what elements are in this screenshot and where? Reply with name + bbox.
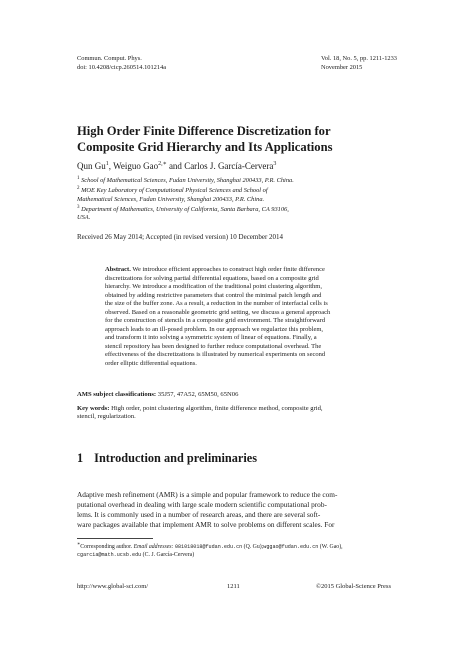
author-name: Qun Gu [77, 161, 106, 171]
affiliation [77, 175, 294, 185]
abstract-line: hierarchy. We introduce a modification of the traditional point clustering algorithm, [105, 283, 322, 290]
author-name: Weiguo Gao [113, 161, 159, 171]
section-title: Introduction and preliminaries [94, 451, 257, 465]
email-link[interactable]: 081018018@fudan.edu.cn [174, 543, 243, 550]
abstract-line: order elliptic differential equations. [105, 359, 197, 367]
ams-label: AMS subject classifications: [77, 391, 157, 398]
journal-header [77, 54, 166, 72]
affiliation [77, 185, 294, 195]
footnote-rule [77, 538, 153, 539]
paper-title [77, 123, 333, 155]
affiliation [77, 204, 294, 214]
body-line: putational overhead in dealing with large scale modern scientific computational prob- [77, 500, 327, 510]
footnote [77, 541, 397, 559]
title-line-2: Composite Grid Hierarchy and Its Applications [77, 140, 333, 154]
abstract-line [105, 266, 411, 275]
keywords-label: Key words: [77, 405, 110, 412]
section-number: 1 [77, 451, 84, 465]
affiliation-sup: 1 [77, 176, 80, 181]
abstract-label: Abstract. [105, 266, 131, 273]
ams-value: 35J57, 47A52, 65M50, 65N06 [157, 391, 239, 398]
page-number: 1211 [227, 583, 240, 590]
abstract-line: discretizations for solving partial differential equations, based on a composite grid [105, 274, 319, 282]
author-sup: 1 [105, 161, 109, 167]
abstract-line: effectiveness of the discretizations is illustrated by numerical experiments on second [105, 351, 326, 358]
abstract-line: and transform it into solving a symmetric system of linear of equations. Finally, a [105, 334, 317, 341]
email-link[interactable]: cgarcia@math.ucsb.edu [77, 551, 142, 558]
title-line-1: High Order Finite Difference Discretization for [77, 124, 331, 138]
section-heading [77, 451, 257, 466]
keywords-text-cont: stencil, regularization. [77, 413, 136, 421]
volume: Vol. 18, No. 5, pp. 1211-1233 [321, 55, 397, 62]
keywords [77, 405, 323, 422]
journal-name: Commun. Comput. Phys. [77, 55, 142, 62]
volume-info [321, 54, 397, 72]
copyright: ©2015 Global-Science Press [316, 583, 391, 590]
body-line: lems. It is commonly used in a number of research areas, and there are several soft- [77, 510, 321, 520]
issue-date: November 2015 [321, 64, 363, 71]
author-name: Carlos J. García-Cervera [184, 161, 274, 171]
affiliation-text: Department of Mathematics, University of California, Santa Barbara, CA 93106, [81, 205, 289, 213]
footnote-email-label: Email addresses: [133, 543, 174, 550]
affiliation-sup: 3 [77, 204, 80, 210]
abstract [105, 266, 411, 368]
footnote-corresponding: Corresponding author. [80, 543, 133, 550]
abstract-line: observed. Based on a reasonable geometric grid setting, we discuss a general approach [105, 308, 331, 316]
author-list: Qun Gu$^1$, Weiguo Gao$^{2,∗}$ and Carlos J. García-Cervera$^3$ [77, 161, 277, 171]
body-paragraph [77, 490, 397, 530]
doi: doi: 10.4208/cicp.260514.101214a [77, 64, 167, 71]
keywords-text: High order, point clustering algorithm, finite difference method, composite grid, [111, 405, 323, 412]
body-line: ware packages available that implement AMR to solve problems on different scales. For [77, 520, 335, 530]
affiliation-sup: 2 [77, 186, 80, 192]
footnote-name: (W. Gao), [319, 543, 343, 550]
publisher-url[interactable]: http://www.global-sci.com/ [77, 583, 149, 590]
footnote-name: (Q. Gu); [243, 543, 264, 550]
author-sup: 2,∗ [158, 161, 167, 167]
author-and: and [168, 161, 182, 171]
footnote-name: (C. J. García-Cervera) [142, 551, 195, 558]
footnote-star: ∗ [77, 542, 81, 547]
abstract-line: obtained by adding restrictive parameters that control the minimal patch length and [105, 291, 322, 299]
abstract-text: We introduce efficient approaches to construct high order finite difference [132, 266, 325, 273]
ams-classifications [77, 391, 238, 399]
received-dates: Received 26 May 2014; Accepted (in revised version) 10 December 2014 [77, 233, 284, 241]
email-link[interactable]: wggao@fudan.edu.cn [263, 543, 319, 550]
author-sup: 3 [273, 161, 277, 167]
abstract-line: the size of the buffer zone. As a result, a reduction in the number of interfacial cells is [105, 300, 328, 307]
abstract-line: for the construction of stencils in a composite grid environment. The straightforward [105, 317, 326, 324]
abstract-line: stencil repository has been designed to further reduce computational overhead. The [105, 342, 322, 350]
affiliation-cont: USA. [77, 214, 91, 222]
body-line: Adaptive mesh refinement (AMR) is a simple and popular framework to reduce the com- [77, 490, 338, 499]
abstract-line: approach leads to an ill-posed problem. In our approach we regularize this problem, [105, 325, 324, 333]
affiliation-text: MOE Key Laboratory of Computational Physical Sciences and School of [81, 187, 268, 195]
affiliations [77, 175, 294, 222]
affiliation-cont: Mathematical Sciences, Fudan University, Shanghai 200433, P.R. China. [77, 195, 265, 203]
affiliation-text: School of Mathematical Sciences, Fudan University, Shanghai 200433, P.R. China. [81, 177, 294, 185]
